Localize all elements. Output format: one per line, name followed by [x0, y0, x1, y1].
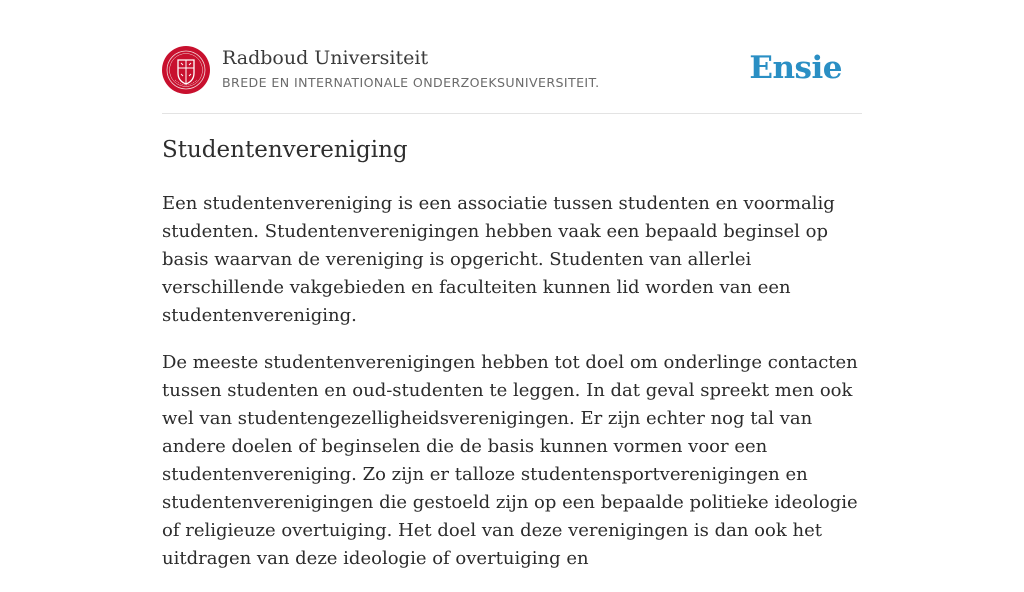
article-paragraph: De meeste studentenverenigingen hebben tot doel om onderlinge contacten tussen studenten en oud-studenten te leggen. In dat geval spreekt men ook wel van studentengezelligheidsverenigingen. Er zijn echter nog tal van andere doelen of beginselen die de basis kunnen vormen voor een studentenvereniging. Zo zijn er talloze studentensportverenigingen en studentenverenigingen die gestoeld zijn op een bepaalde politieke ideologie of religieuze overtuiging. Het doel van deze verenigingen is dan ook het uitdragen van deze ideologie of overtuiging en [162, 352, 858, 569]
header-divider [162, 113, 862, 114]
org-name: Radboud Universiteit [222, 47, 429, 69]
radboud-seal-icon [162, 46, 210, 94]
header [162, 46, 862, 96]
article-paragraph: Een studentenvereniging is een associatie tussen studenten en voormalig studenten. Studentenverenigingen hebben vaak een bepaald beginsel op basis waarvan de vereniging is opgericht. Studenten van allerlei verschillende vakgebieden en faculteiten kunnen lid worden van een studentenvereniging. [162, 193, 835, 326]
article-body [162, 190, 866, 592]
ensie-logo-link[interactable]: Ensie [749, 50, 842, 86]
org-tagline: BREDE EN INTERNATIONALE ONDERZOEKSUNIVERSITEIT. [222, 75, 600, 90]
article-title: Studentenvereniging [162, 137, 408, 163]
